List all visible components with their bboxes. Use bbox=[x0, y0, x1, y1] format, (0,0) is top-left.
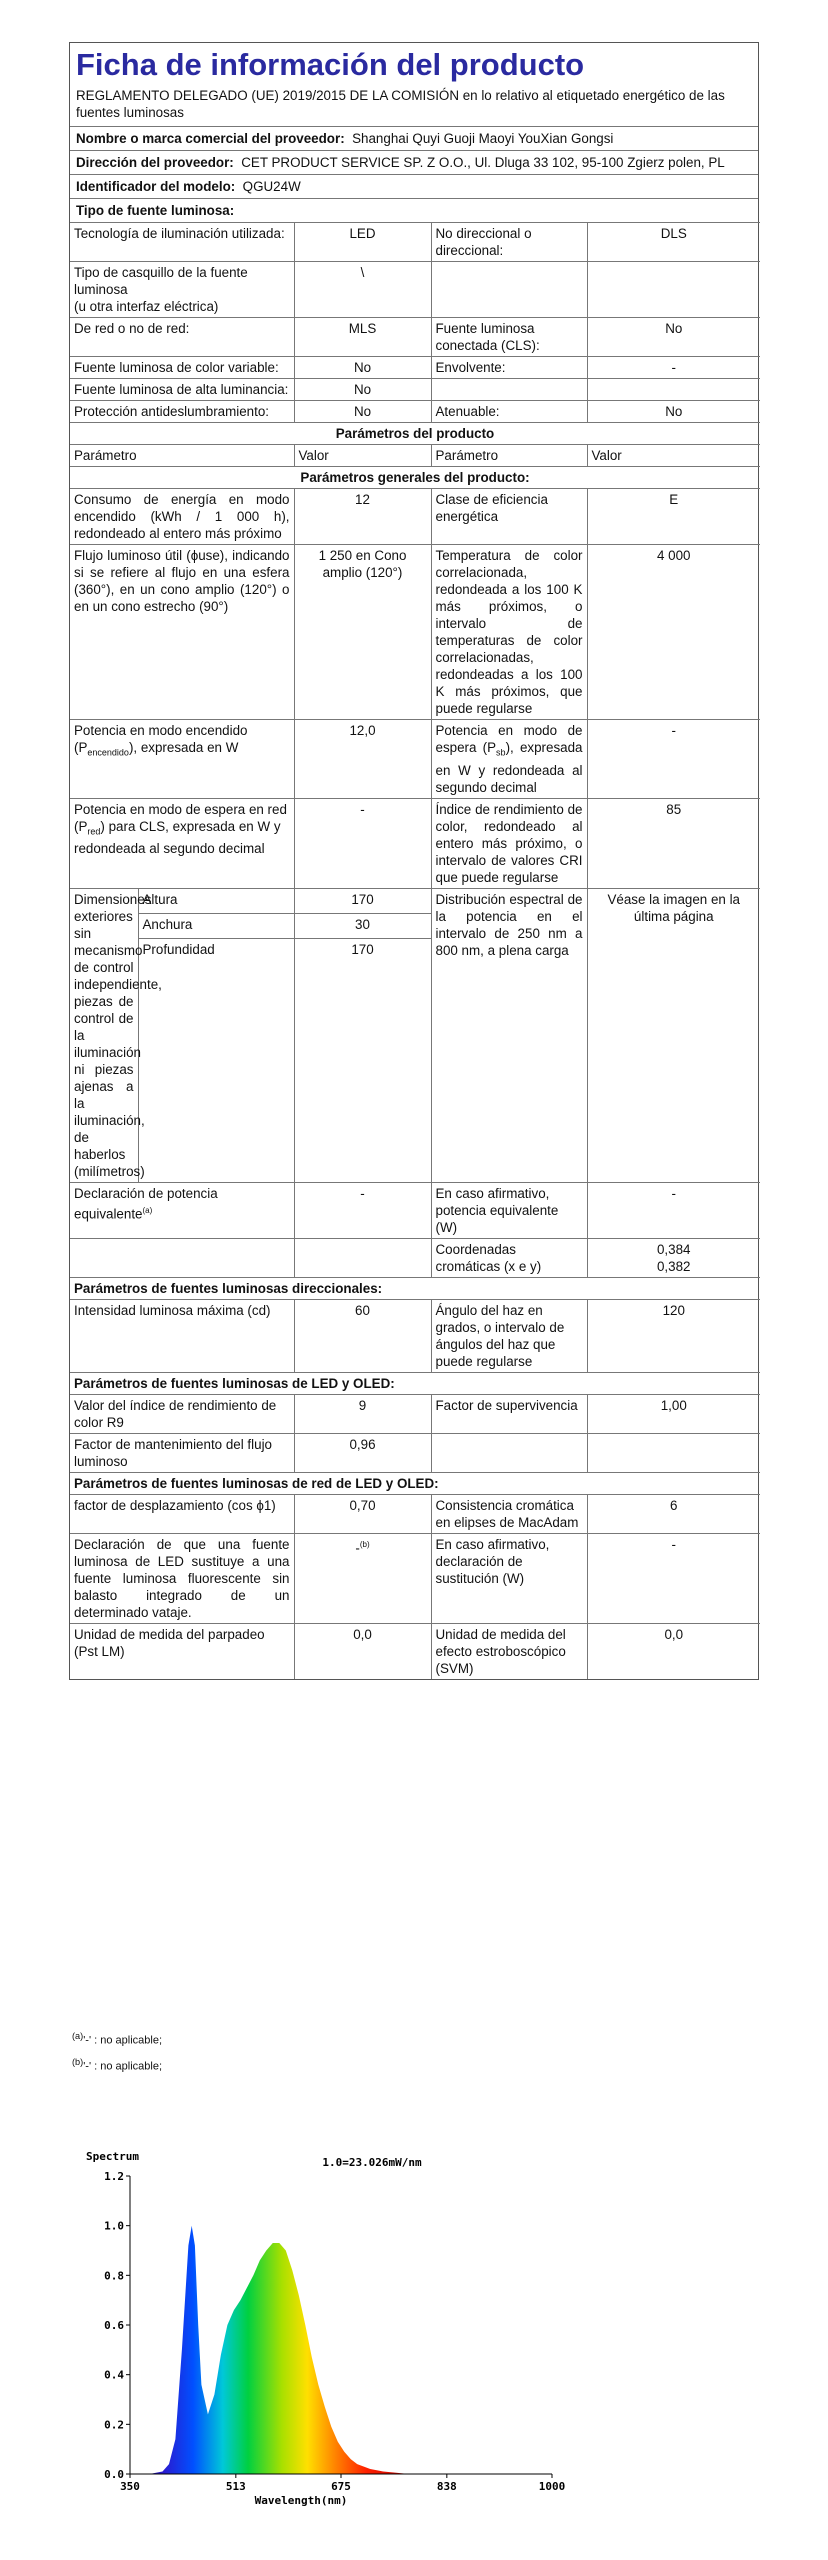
supplier-name-label: Nombre o marca comercial del proveedor: bbox=[76, 131, 345, 146]
column-header: Parámetro bbox=[70, 445, 294, 467]
y-tick-label: 0.2 bbox=[104, 2418, 124, 2432]
parameter-label: Factor de mantenimiento del flujo luminoso bbox=[70, 1433, 294, 1472]
table-row bbox=[70, 1533, 760, 1623]
parameter-label: Flujo luminoso útil (ϕuse), indicando si se refiere al flujo en una esfera (360°), en un cono amplio (120°) o en un cono estrecho (90°) bbox=[70, 545, 294, 720]
parameter-value bbox=[587, 262, 760, 318]
parameter-label: Consumo de energía en modo encendido (kWh / 1 000 h), redondeado al entero más próximo bbox=[70, 489, 294, 545]
parameter-value: 0,70 bbox=[294, 1494, 431, 1533]
parameter-label: Unidad de medida del parpadeo (Pst LM) bbox=[70, 1623, 294, 1679]
parameter-value: 120 bbox=[587, 1299, 760, 1372]
x-tick-label: 513 bbox=[225, 2480, 246, 2493]
parameter-value bbox=[587, 379, 760, 401]
parameter-label: No direccional o direccional: bbox=[431, 223, 587, 262]
column-header: Valor bbox=[587, 445, 760, 467]
table-row bbox=[70, 1299, 760, 1372]
parameter-value: No bbox=[587, 401, 760, 423]
parameter-label: Declaración de potencia equivalente$^{(a)}$ bbox=[70, 1182, 294, 1238]
parameter-label: Atenuable: bbox=[431, 401, 587, 423]
parameter-label: Potencia en modo de espera $(P_{sb})$, expresada en W y redondeada al segundo decimal bbox=[431, 720, 587, 799]
parameter-label: Distribución espectral de la potencia en el intervalo de 250 nm a 800 nm, a plena carga bbox=[431, 888, 587, 1182]
parameter-label: Potencia en modo de espera en red $(P_{red})$ para CLS, expresada en W y redondeada al segundo decimal bbox=[70, 798, 294, 888]
parameter-value: 0,0 bbox=[294, 1623, 431, 1679]
parameter-label: Fuente luminosa de color variable: bbox=[70, 357, 294, 379]
parameter-value: - bbox=[294, 798, 431, 888]
table-row bbox=[70, 1433, 760, 1472]
table-row bbox=[70, 1182, 760, 1238]
parameter-label: Factor de supervivencia bbox=[431, 1394, 587, 1433]
parameter-value: 0,96 bbox=[294, 1433, 431, 1472]
y-tick-label: 1.0 bbox=[104, 2219, 124, 2233]
table-row bbox=[70, 720, 760, 799]
parameter-value: - bbox=[587, 357, 760, 379]
parameter-value: - bbox=[587, 1182, 760, 1238]
parameter-value: \ bbox=[294, 262, 431, 318]
parameter-label: Coordenadas cromáticas (x e y) bbox=[431, 1238, 587, 1277]
parameter-value: No bbox=[294, 379, 431, 401]
page-title: Ficha de información del producto bbox=[76, 47, 585, 82]
parameter-label: De red o no de red: bbox=[70, 318, 294, 357]
table-row bbox=[70, 357, 760, 379]
column-header: Parámetro bbox=[431, 445, 587, 467]
x-tick-label: 675 bbox=[331, 2480, 351, 2493]
dimension-name: Anchura bbox=[138, 913, 294, 938]
parameter-value: No bbox=[294, 401, 431, 423]
footnotes bbox=[72, 2026, 162, 2077]
chart-title: Spectrum bbox=[86, 2150, 139, 2163]
parameter-label: En caso afirmativo, potencia equivalente (W) bbox=[431, 1182, 587, 1238]
table-row bbox=[70, 545, 760, 720]
parameter-value: 6 bbox=[587, 1494, 760, 1533]
y-tick-label: 0.6 bbox=[104, 2319, 124, 2332]
x-axis-label: Wavelength(nm) bbox=[254, 2494, 348, 2507]
chromaticity-values bbox=[587, 1238, 760, 1277]
footnote: $^{(a)}$'-' : no aplicable; bbox=[72, 2031, 163, 2047]
parameter-label: Declaración de que una fuente luminosa de LED sustituye a una fuente luminosa fluorescente sin balasto integrado de un determinado vataje. bbox=[70, 1533, 294, 1623]
parameter-value: 4 000 bbox=[587, 545, 760, 720]
x-tick-label: 1000 bbox=[538, 2480, 566, 2493]
dimensions-values-cell bbox=[294, 888, 431, 1182]
dimension-value: 170 bbox=[351, 891, 374, 907]
y-tick-label: 1.2 bbox=[104, 2170, 124, 2183]
chart-annotation: 1.0=23.026mW/nm bbox=[322, 2156, 422, 2169]
spectrum-series-area bbox=[130, 2226, 552, 2474]
parameter-label: Tecnología de iluminación utilizada: bbox=[70, 223, 294, 262]
model-row bbox=[70, 174, 758, 198]
model-value: QGU24W bbox=[242, 179, 301, 194]
supplier-address-value: CET PRODUCT SERVICE SP. Z O.O., Ul. Dluga 33 102, 95-100 Zgierz polen, PL bbox=[241, 155, 725, 170]
general-params-header: Parámetros generales del producto: bbox=[70, 467, 760, 489]
parameter-label: Protección antideslumbramiento: bbox=[70, 401, 294, 423]
parameter-value: 12,0 bbox=[294, 720, 431, 799]
parameter-label: factor de desplazamiento (cos ϕ1) bbox=[70, 1494, 294, 1533]
table-row bbox=[70, 1494, 760, 1533]
light-source-type-header: Tipo de fuente luminosa: bbox=[70, 198, 758, 222]
parameter-label: Intensidad luminosa máxima (cd) bbox=[70, 1299, 294, 1372]
dimension-value: 30 bbox=[295, 913, 431, 939]
parameter-value: No bbox=[294, 357, 431, 379]
model-label: Identificador del modelo: bbox=[76, 179, 236, 194]
parameters-table bbox=[70, 222, 760, 1679]
parameter-value: 85 bbox=[587, 798, 760, 888]
parameter-value: LED bbox=[294, 223, 431, 262]
mains-params-header: Parámetros de fuentes luminosas de red de LED y OLED: bbox=[70, 1472, 760, 1494]
parameter-label: Índice de rendimiento de color, redondeado al entero más próximo, o intervalo de valores CRI que puede regularse bbox=[431, 798, 587, 888]
parameter-value: E bbox=[587, 489, 760, 545]
parameter-value: MLS bbox=[294, 318, 431, 357]
x-tick-label: 350 bbox=[120, 2480, 140, 2493]
table-row bbox=[70, 423, 760, 445]
table-row bbox=[70, 888, 760, 1182]
product-params-header: Parámetros del producto bbox=[70, 423, 760, 445]
led-params-header: Parámetros de fuentes luminosas de LED y OLED: bbox=[70, 1372, 760, 1394]
table-row bbox=[70, 1372, 760, 1394]
table-row bbox=[70, 262, 760, 318]
directional-params-header: Parámetros de fuentes luminosas direccionales: bbox=[70, 1277, 760, 1299]
table-row bbox=[70, 1238, 760, 1277]
parameter-label: Fuente luminosa conectada (CLS): bbox=[431, 318, 587, 357]
y-tick-label: 0.4 bbox=[104, 2368, 124, 2382]
table-row bbox=[70, 223, 760, 262]
parameter-value: - bbox=[294, 1182, 431, 1238]
parameter-label: Ángulo del haz en grados, o intervalo de ángulos del haz que puede regularse bbox=[431, 1299, 587, 1372]
parameter-label bbox=[431, 379, 587, 401]
table-row bbox=[70, 467, 760, 489]
parameter-value: 12 bbox=[294, 489, 431, 545]
supplier-address-label: Dirección del proveedor: bbox=[76, 155, 234, 170]
table-row bbox=[70, 1277, 760, 1299]
table-row bbox=[70, 489, 760, 545]
dimension-name: Profundidad bbox=[138, 938, 294, 1182]
table-row bbox=[70, 1472, 760, 1494]
dimensions-label: Dimensiones exteriores sin mecanismo de control independiente, piezas de control de la iluminación ni piezas ajenas a la iluminación, de haberlos (milímetros) bbox=[70, 889, 138, 1182]
dimensions-cell bbox=[70, 888, 294, 1182]
column-header: Valor bbox=[294, 445, 431, 467]
parameter-label bbox=[431, 262, 587, 318]
parameter-label: Unidad de medida del efecto estroboscópico (SVM) bbox=[431, 1623, 587, 1679]
parameter-value: - bbox=[587, 720, 760, 799]
parameter-label: Temperatura de color correlacionada, redondeada a los 100 K más próximos, o intervalo de temperaturas de color correlacionadas, redondeadas a los 100 K más próximos, que puede regularse bbox=[431, 545, 587, 720]
parameter-label: Valor del índice de rendimiento de color R9 bbox=[70, 1394, 294, 1433]
parameter-value bbox=[587, 1433, 760, 1472]
parameter-label: Fuente luminosa de alta luminancia: bbox=[70, 379, 294, 401]
table-row bbox=[70, 1394, 760, 1433]
dimension-value: 170 bbox=[351, 941, 374, 957]
supplier-name-value: Shanghai Quyi Guoji Maoyi YouXian Gongsi bbox=[352, 131, 614, 146]
parameter-label: Clase de eficiencia energética bbox=[431, 489, 587, 545]
parameter-value: 60 bbox=[294, 1299, 431, 1372]
parameter-value: 9 bbox=[294, 1394, 431, 1433]
parameter-value: 0,0 bbox=[587, 1623, 760, 1679]
footnote: $^{(b)}$'-' : no aplicable; bbox=[72, 2056, 163, 2073]
product-information-sheet bbox=[69, 42, 759, 1680]
dimension-name: Altura bbox=[142, 891, 178, 907]
parameter-label: En caso afirmativo, declaración de sustitución (W) bbox=[431, 1533, 587, 1623]
parameter-value: -$^{(b)}$ bbox=[294, 1533, 431, 1623]
table-row bbox=[70, 318, 760, 357]
spectrum-chart bbox=[82, 2148, 566, 2508]
y-tick-label: 0.0 bbox=[104, 2468, 124, 2481]
y-tick-label: 0.8 bbox=[104, 2269, 124, 2283]
chromaticity-x: 0,384 bbox=[656, 1241, 691, 1257]
table-header-row bbox=[70, 445, 760, 467]
parameter-label bbox=[431, 1433, 587, 1472]
table-row bbox=[70, 379, 760, 401]
table-row bbox=[70, 798, 760, 888]
parameter-value: DLS bbox=[587, 223, 760, 262]
parameter-value: - bbox=[587, 1533, 760, 1623]
parameter-label: Envolvente: bbox=[431, 357, 587, 379]
parameter-label: Tipo de casquillo de la fuente luminosa (u otra interfaz eléctrica) bbox=[70, 262, 294, 318]
parameter-label: Consistencia cromática en elipses de MacAdam bbox=[431, 1494, 587, 1533]
dimensions-table bbox=[70, 889, 294, 1182]
parameter-value: 1 250 en Cono amplio (120°) bbox=[294, 545, 431, 720]
parameter-value: No bbox=[587, 318, 760, 357]
regulation-text: REGLAMENTO DELEGADO (UE) 2019/2015 DE LA COMISIÓN en lo relativo al etiquetado energético de las fuentes luminosas bbox=[76, 88, 725, 120]
supplier-address-row bbox=[70, 150, 758, 174]
parameter-label: Potencia en modo encendido $(P_{encendido})$, expresada en W bbox=[70, 720, 294, 799]
chromaticity-y: 0,382 bbox=[656, 1258, 691, 1274]
parameter-value: 1,00 bbox=[587, 1394, 760, 1433]
supplier-name-row bbox=[70, 126, 758, 150]
table-row bbox=[70, 1623, 760, 1679]
table-row bbox=[70, 401, 760, 423]
x-tick-label: 838 bbox=[436, 2480, 457, 2493]
parameter-value: Véase la imagen en la última página bbox=[587, 888, 760, 1182]
